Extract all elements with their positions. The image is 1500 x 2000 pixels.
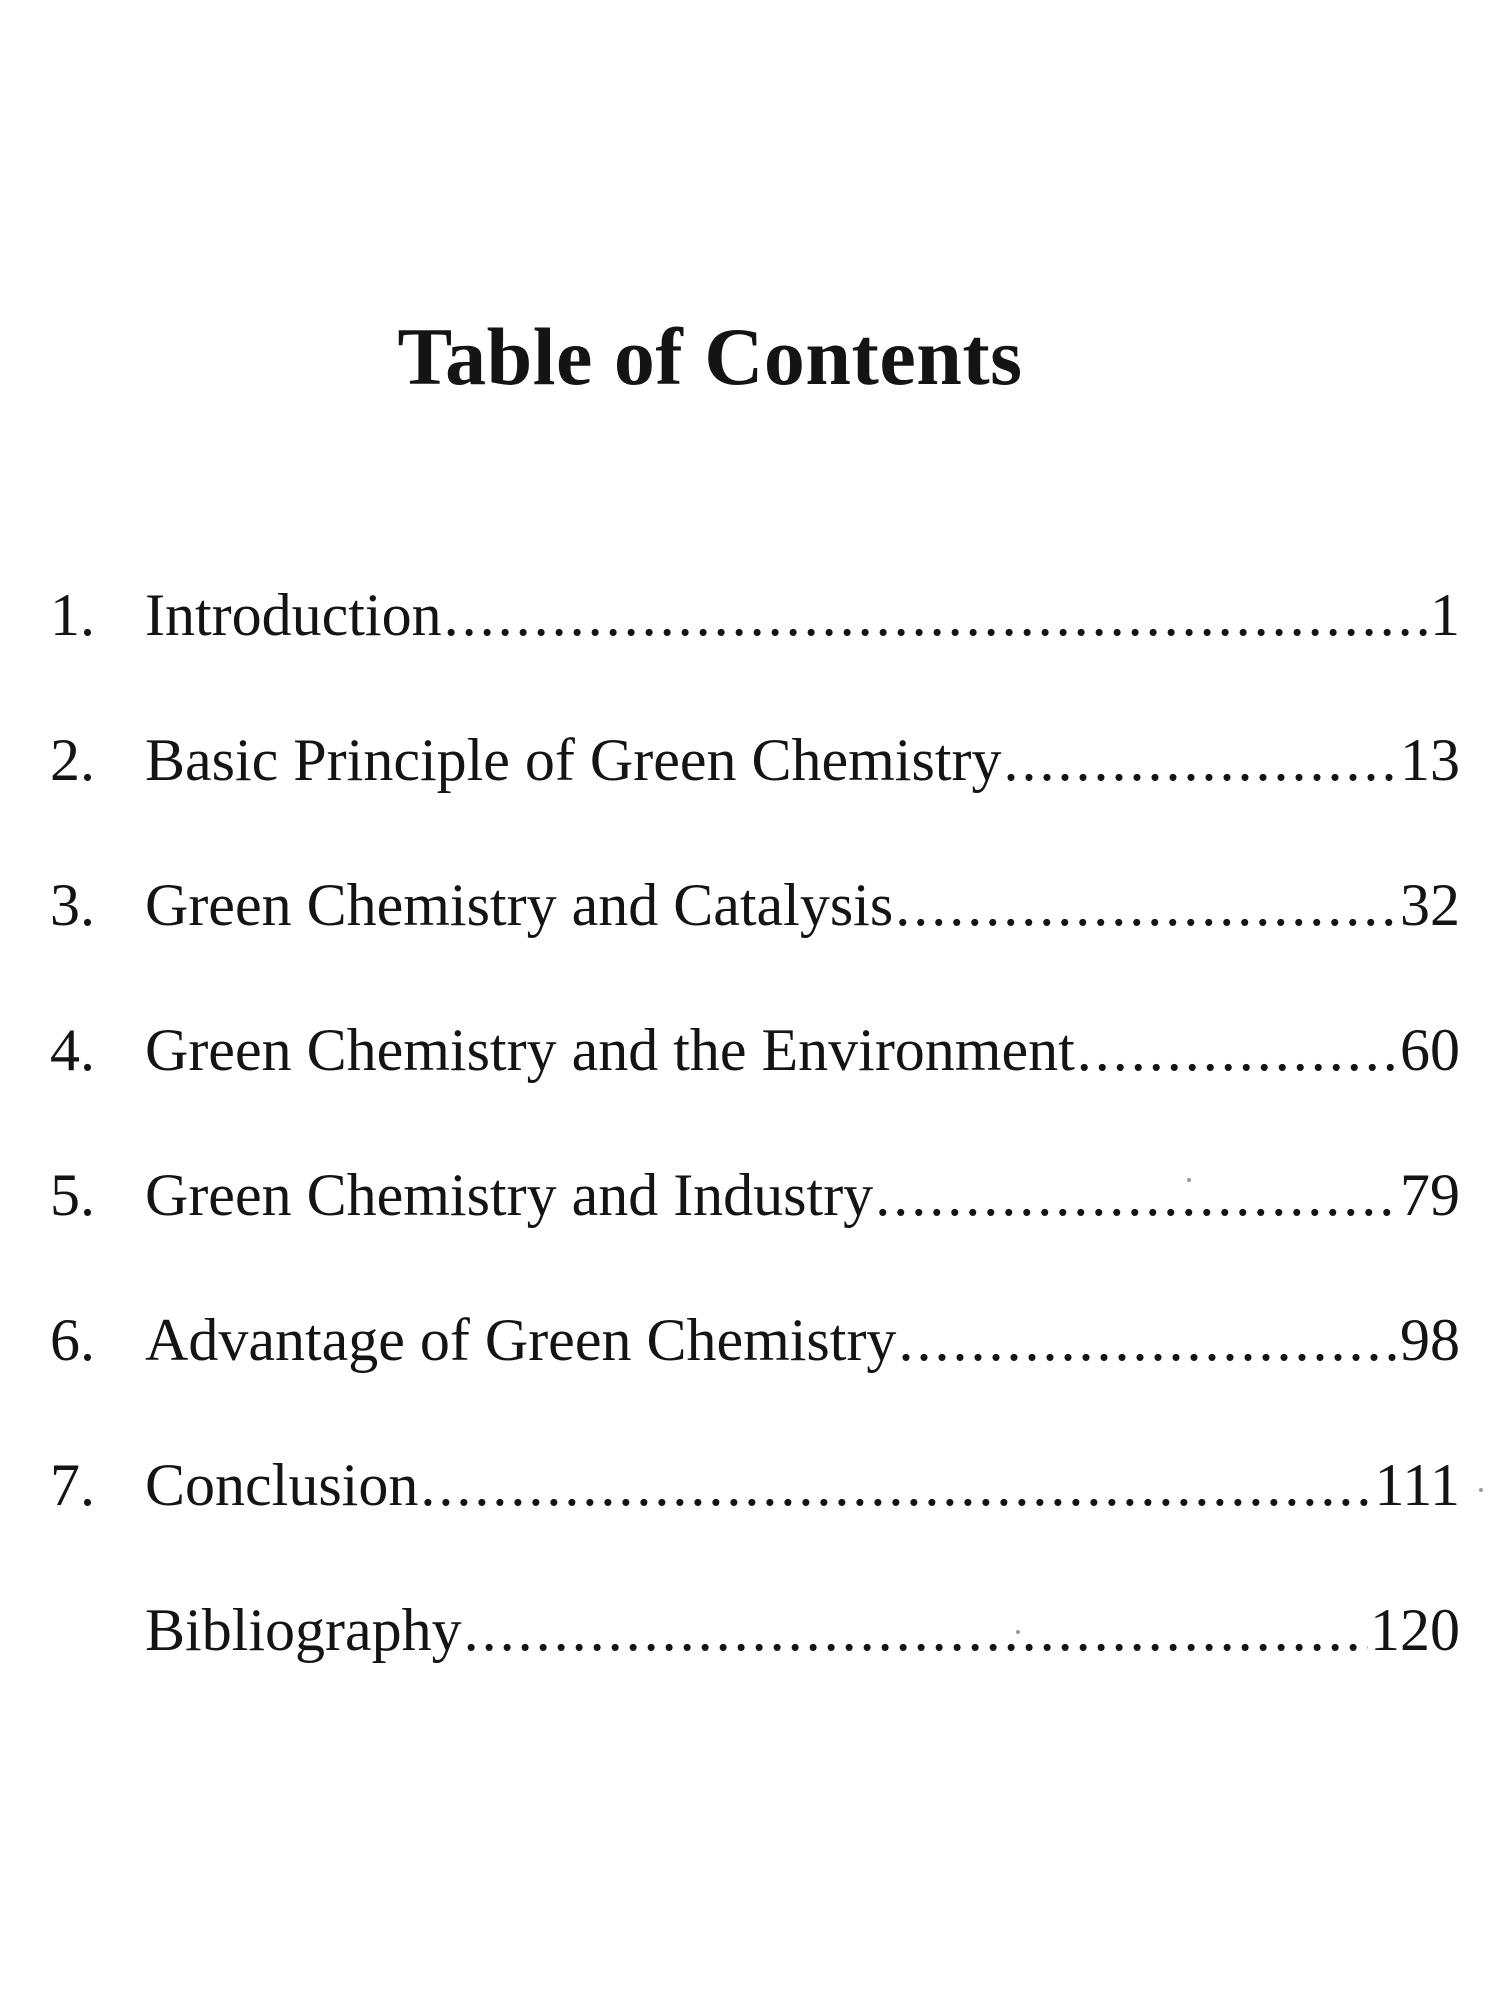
toc-entry-number: 1. (50, 582, 95, 648)
toc-entry-row (145, 575, 1460, 655)
toc-entry-row (145, 1010, 1460, 1090)
toc-entry-page: 79 (1400, 1162, 1460, 1228)
dot-leader (898, 1300, 1398, 1380)
toc-entry-row (145, 1445, 1460, 1525)
toc-entry-row (145, 1155, 1460, 1235)
toc-entry-environment (50, 1010, 1460, 1090)
toc-entry-number: 7. (50, 1452, 95, 1518)
toc-entry-number: 5. (50, 1162, 95, 1228)
dot-leader (875, 1155, 1398, 1235)
dot-leader (444, 575, 1428, 655)
toc-entry-page: 32 (1400, 872, 1460, 938)
toc-entry-label: Introduction (145, 582, 442, 648)
toc-entry-label: Green Chemistry and Catalysis (145, 872, 894, 938)
toc-entry-label: Green Chemistry and the Environment (145, 1017, 1075, 1083)
dot-leader (1003, 720, 1398, 800)
toc-entry-number: 2. (50, 727, 95, 793)
scan-speck (1016, 1630, 1020, 1634)
dot-leader (420, 1445, 1372, 1525)
toc-entry-introduction (50, 575, 1460, 655)
scan-speck (1479, 1488, 1483, 1492)
toc-entry-basic-principle (50, 720, 1460, 800)
toc-entry-label: Conclusion (145, 1452, 419, 1518)
toc-entry-label: Green Chemistry and Industry (145, 1162, 874, 1228)
page-title: Table of Contents (397, 311, 1023, 402)
scan-speck (1187, 1178, 1191, 1182)
toc-entry-page: 98 (1400, 1307, 1460, 1373)
toc-entry-bibliography (50, 1590, 1460, 1670)
toc-entry-row (145, 720, 1460, 800)
toc-entry-number: 3. (50, 872, 95, 938)
toc-entry-row (145, 1590, 1460, 1670)
dot-leader (464, 1590, 1368, 1670)
toc-entry-advantage (50, 1300, 1460, 1380)
toc-entry-industry (50, 1155, 1460, 1235)
dot-leader (1077, 1010, 1398, 1090)
toc-entry-page: 111 (1374, 1452, 1460, 1518)
dot-leader (895, 865, 1398, 945)
toc-entry-page: 60 (1400, 1017, 1460, 1083)
toc-entry-row (145, 865, 1460, 945)
toc-entry-row (145, 1300, 1460, 1380)
toc-entry-conclusion (50, 1445, 1460, 1525)
toc-entry-label: Advantage of Green Chemistry (145, 1307, 897, 1373)
toc-entry-number: 6. (50, 1307, 95, 1373)
toc-entry-label: Basic Principle of Green Chemistry (145, 727, 1002, 793)
toc-entry-page: 120 (1370, 1597, 1460, 1663)
toc-entry-page: 13 (1400, 727, 1460, 793)
toc-entry-page: 1 (1430, 582, 1460, 648)
toc-entry-label: Bibliography (145, 1597, 462, 1663)
toc-entry-catalysis (50, 865, 1460, 945)
toc-entry-number: 4. (50, 1017, 95, 1083)
